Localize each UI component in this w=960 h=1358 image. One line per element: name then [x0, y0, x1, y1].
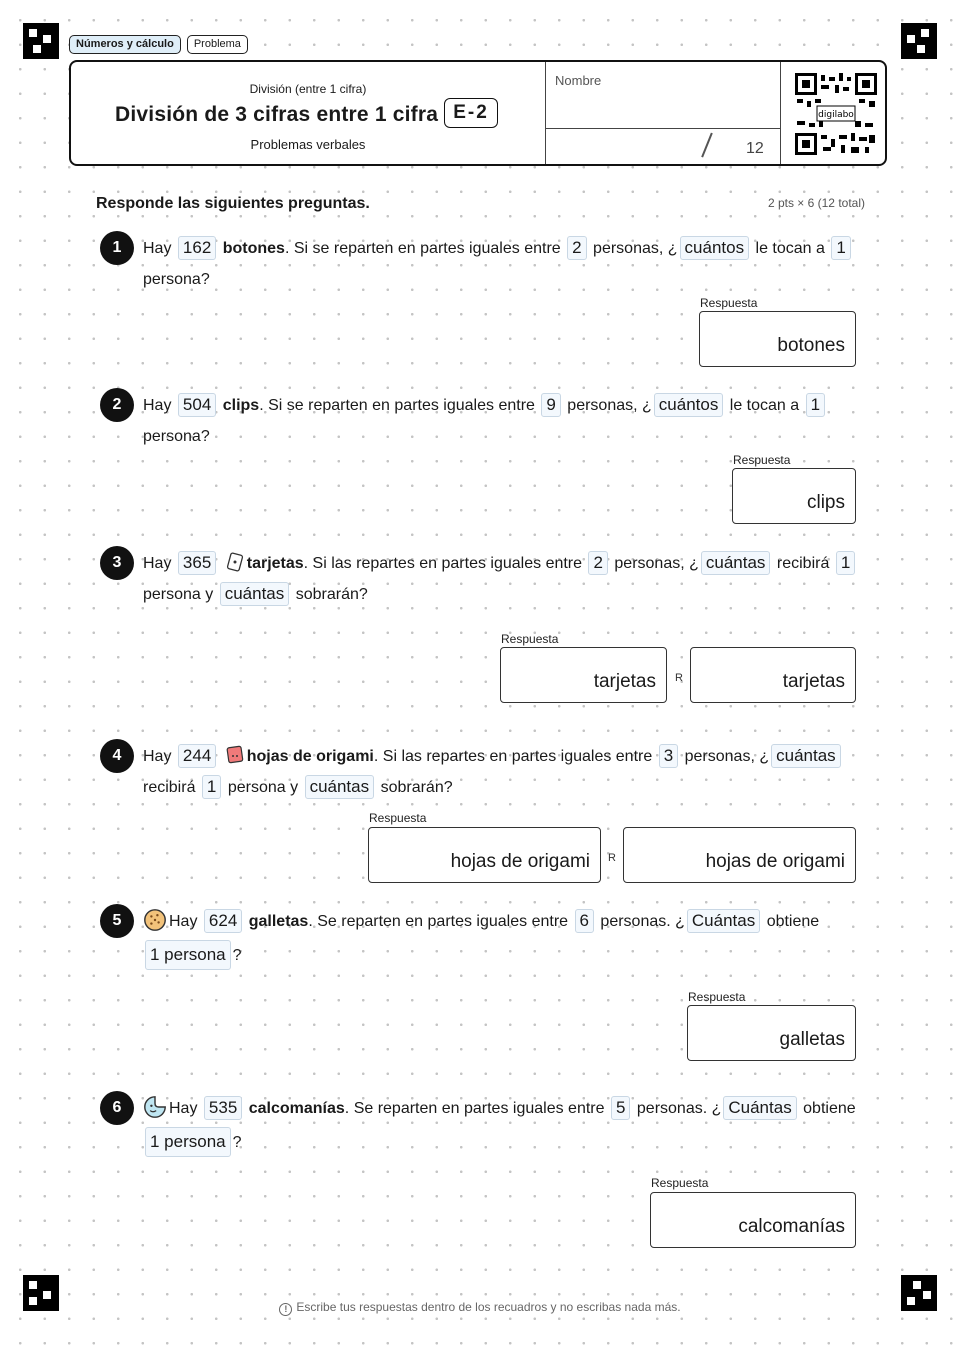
answer-box[interactable] — [699, 311, 856, 367]
q-text: . Si se reparten en partes iguales entre — [284, 240, 561, 257]
q-item: hojas de origami — [246, 748, 374, 765]
question-text — [143, 741, 863, 803]
q-text: persona y — [143, 586, 214, 603]
q-text: . Si las repartes en partes iguales entre — [303, 555, 583, 572]
answer-label: Respuesta — [501, 632, 559, 646]
q-text: . Si se reparten en partes iguales entre — [259, 397, 535, 414]
question-number: 2 — [100, 388, 134, 422]
score-slash — [701, 133, 712, 158]
q-text: . Se reparten en partes iguales entre — [308, 913, 569, 930]
page-title: División de 3 cifras entre 1 cifra — [115, 103, 439, 126]
q-text: . Si las repartes en partes iguales entre — [373, 748, 653, 765]
question-text — [143, 233, 863, 295]
q-text: . Se reparten en partes iguales entre — [344, 1100, 605, 1117]
title-area — [71, 62, 545, 164]
q-text: Hay — [169, 913, 198, 930]
q-number-box: 365 — [178, 551, 216, 575]
worksheet-header — [69, 60, 887, 166]
corner-marker-top-right — [901, 23, 937, 59]
q-word-box: Cuántas — [723, 1096, 796, 1120]
question-number: 6 — [100, 1091, 134, 1125]
q-number-box: 1 persona — [145, 940, 231, 970]
tag-type: Problema — [187, 35, 248, 54]
q-number-box: 1 — [806, 393, 825, 417]
corner-marker-top-left — [23, 23, 59, 59]
q-text: ? — [232, 947, 242, 964]
q-text: sobrarán? — [380, 779, 453, 796]
answer-label: Respuesta — [688, 990, 746, 1004]
answer-label: Respuesta — [733, 453, 791, 467]
q-text: recibirá — [776, 555, 830, 572]
q-text: obtiene — [766, 913, 820, 930]
q-text: Hay — [143, 397, 172, 414]
q-number-box: 1 — [831, 236, 850, 260]
question-text — [143, 1093, 863, 1158]
header-topic: Problemas verbales — [250, 137, 366, 152]
footer-note — [0, 1300, 960, 1316]
q-text: personas, ¿ — [614, 555, 699, 572]
info-icon: ! — [279, 1303, 292, 1316]
q-text: le tocan a — [729, 397, 800, 414]
qr-code-icon — [795, 73, 877, 155]
origami-icon — [225, 745, 245, 765]
cookie-icon — [143, 908, 167, 932]
header-divider — [546, 128, 780, 129]
answer-unit: tarjetas — [593, 671, 656, 692]
q-text: persona? — [143, 271, 210, 288]
q-number-box: 504 — [178, 393, 216, 417]
q-word-box: cuántas — [305, 775, 375, 799]
q-text: personas. ¿ — [636, 1100, 722, 1117]
q-text: sobrarán? — [295, 586, 368, 603]
answer-label: Respuesta — [369, 811, 427, 825]
question-text — [143, 548, 863, 610]
sticker-icon — [143, 1095, 167, 1119]
answer-unit: galletas — [779, 1029, 845, 1050]
qr-brand-text: digilabo — [818, 110, 854, 120]
q-number-box: 162 — [178, 236, 216, 260]
card-icon — [225, 552, 245, 572]
q-text: personas, ¿ — [567, 397, 652, 414]
q-number-box: 5 — [611, 1096, 630, 1120]
question-text — [143, 906, 863, 971]
answer-box[interactable] — [650, 1192, 856, 1248]
q-item: botones — [222, 240, 285, 257]
q-word-box: Cuántas — [687, 909, 760, 933]
q-item: galletas — [248, 913, 309, 930]
q-number-box: 9 — [541, 393, 560, 417]
q-text: obtiene — [803, 1100, 856, 1117]
q-number-box: 624 — [204, 909, 242, 933]
question-number: 3 — [100, 546, 134, 580]
answer-box-quotient[interactable] — [500, 647, 667, 703]
q-text: personas, ¿ — [684, 748, 770, 765]
q-word-box: cuántas — [701, 551, 771, 575]
name-box[interactable] — [545, 62, 781, 164]
tag-category: Números y cálculo — [69, 35, 181, 54]
answer-unit: calcomanías — [738, 1216, 845, 1237]
q-word-box: cuántas — [771, 744, 841, 768]
name-label: Nombre — [555, 73, 602, 88]
worksheet-code: E-2 — [444, 98, 498, 128]
q-text: persona y — [227, 779, 299, 796]
q-text: recibirá — [143, 779, 196, 796]
question-number: 1 — [100, 231, 134, 265]
q-number-box: 535 — [204, 1096, 242, 1120]
answer-unit: tarjetas — [782, 671, 845, 692]
answer-unit: hojas de origami — [450, 851, 590, 872]
q-text: le tocan a — [755, 240, 825, 257]
remainder-label: R — [675, 672, 683, 684]
q-text: Hay — [143, 240, 172, 257]
q-text: personas, ¿ — [593, 240, 678, 257]
answer-unit: hojas de origami — [705, 851, 845, 872]
q-text: Hay — [143, 748, 172, 765]
q-word-box: cuántos — [680, 236, 750, 260]
answer-label: Respuesta — [700, 296, 758, 310]
q-item: tarjetas — [246, 555, 304, 572]
answer-box-quotient[interactable] — [368, 827, 601, 883]
score-total: 12 — [746, 140, 764, 157]
q-number-box: 244 — [178, 744, 216, 768]
q-number-box: 3 — [659, 744, 678, 768]
answer-box[interactable] — [732, 468, 856, 524]
answer-unit: clips — [806, 492, 845, 513]
q-text: persona? — [143, 428, 210, 445]
score-info: 2 pts × 6 (12 total) — [767, 196, 865, 210]
instructions: Responde las siguientes preguntas. — [96, 195, 370, 212]
q-number-box: 1 — [836, 551, 855, 575]
q-number-box: 2 — [588, 551, 607, 575]
q-text: personas. ¿ — [600, 913, 685, 930]
answer-box-remainder[interactable] — [623, 827, 856, 883]
q-item: calcomanías — [248, 1100, 345, 1117]
answer-box-remainder[interactable] — [690, 647, 856, 703]
q-word-box: cuántas — [220, 582, 290, 606]
question-text — [143, 390, 863, 452]
q-text: ? — [232, 1134, 242, 1151]
question-number: 4 — [100, 739, 134, 773]
q-number-box: 2 — [567, 236, 586, 260]
q-number-box: 6 — [575, 909, 594, 933]
q-number-box: 1 — [202, 775, 221, 799]
remainder-label: R — [608, 852, 616, 864]
q-text: Hay — [169, 1100, 198, 1117]
footer-text: Escribe tus respuestas dentro de los recuadros y no escribas nada más. — [296, 1300, 681, 1314]
q-number-box: 1 persona — [145, 1127, 231, 1157]
q-text: Hay — [143, 555, 172, 572]
answer-box[interactable] — [687, 1005, 856, 1061]
answer-unit: botones — [777, 335, 845, 356]
question-number: 5 — [100, 904, 134, 938]
header-subtitle: División (entre 1 cifra) — [249, 82, 367, 96]
q-item: clips — [222, 397, 260, 414]
category-tags — [69, 35, 248, 54]
answer-label: Respuesta — [651, 1176, 709, 1190]
q-word-box: cuántos — [654, 393, 724, 417]
